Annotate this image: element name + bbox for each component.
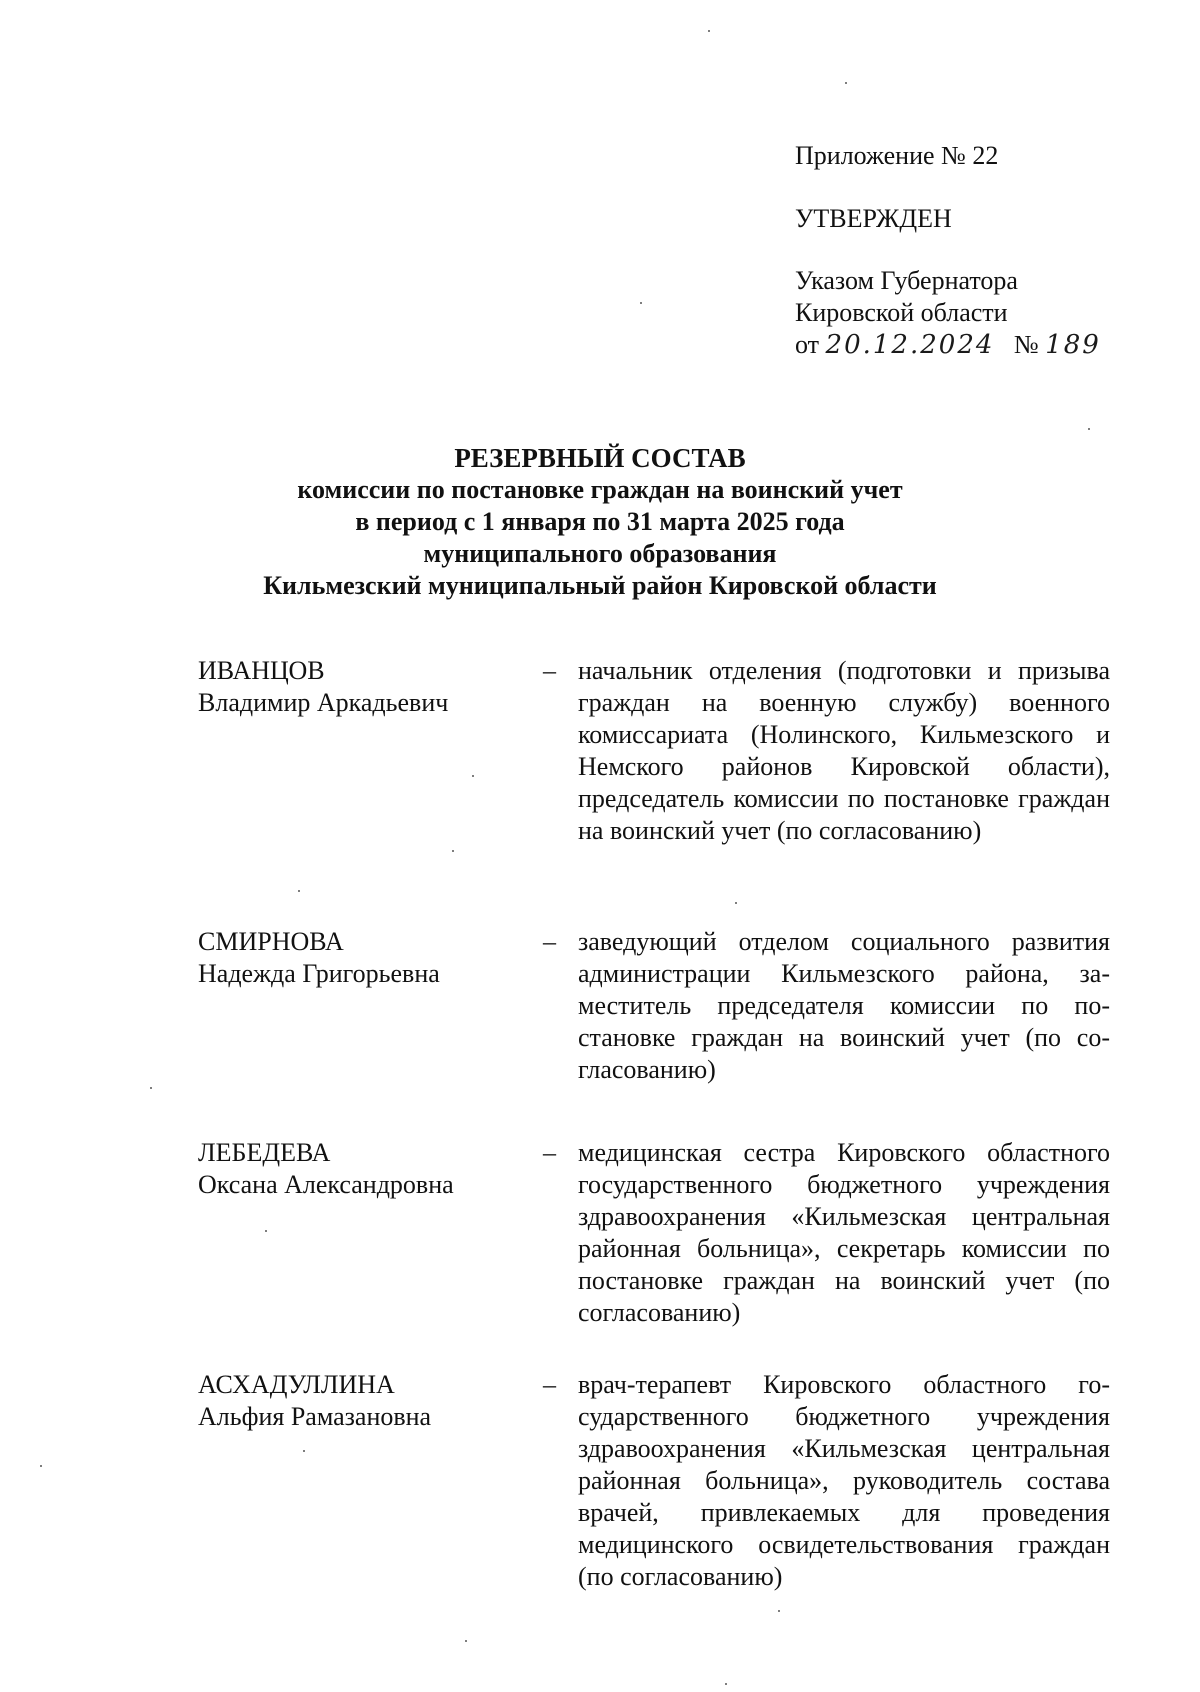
scan-speck: [725, 1683, 727, 1685]
member-description: врач-терапевт Кировского областного государственного бюджетного учреждения здравоохранения «Кильмезская центральная районная больница», руководитель состава врачей, привлекаемых для проведения медицинского освидетельствования граждан (по согласованию): [578, 1370, 1110, 1591]
member-surname: СМИРНОВА: [198, 927, 344, 956]
title-line-5: Кильмезский муниципальный район Кировской области: [263, 571, 937, 600]
member-description: медицинская сестра Кировского областного государственного бюджетного учреждения здравоохранения «Кильмезская центральная районная больница», секретарь комиссии по постановке граждан на воинский учет (по согласованию): [578, 1138, 1110, 1327]
scan-speck: [298, 890, 300, 892]
approved-label: УТВЕРЖДЕН: [795, 204, 952, 233]
decree-line-2: Кировской области: [795, 298, 1008, 327]
member-entry: [198, 655, 1118, 926]
member-entry: [198, 1369, 1118, 1593]
scan-speck: [465, 1640, 467, 1642]
appendix-number: Приложение № 22: [795, 141, 999, 170]
member-name: [198, 655, 543, 926]
member-dash: –: [543, 1138, 556, 1167]
member-dash: –: [543, 1370, 556, 1399]
scan-speck: [735, 902, 737, 904]
title-line-3: в период с 1 января по 31 марта 2025 года: [355, 507, 845, 536]
decree-date-line: [795, 329, 1155, 361]
member-given-names: Альфия Рамазановна: [198, 1402, 432, 1431]
scan-speck: [1088, 428, 1090, 430]
member-surname: АСХАДУЛЛИНА: [198, 1370, 395, 1399]
scan-speck: [472, 775, 474, 777]
member-description: начальник отделения (подготовки и призыва граждан на военную службу) военного комиссариата (Нолинского, Кильмезского и Немского районов Кировской области), председатель комиссии по постановке граждан на воинский учет (по согласованию): [578, 656, 1110, 845]
scan-speck: [845, 82, 847, 84]
number-sign: №: [1013, 330, 1039, 359]
member-name: [198, 1369, 543, 1593]
scan-speck: [265, 1230, 267, 1232]
handwritten-number: 189: [1045, 330, 1101, 360]
document-title: [150, 442, 1050, 602]
scan-speck: [40, 1465, 42, 1467]
date-prefix: от: [795, 330, 820, 359]
member-dash: –: [543, 656, 556, 685]
title-line-4: муниципального образования: [423, 539, 777, 568]
member-description: заведующий отделом социального развития администрации Кильмезского района, заместитель председателя комиссии по постановке граждан на воинский учет (по согласованию): [578, 927, 1110, 1084]
title-line-1: РЕЗЕРВНЫЙ СОСТАВ: [454, 443, 746, 473]
scan-speck: [708, 30, 710, 32]
scan-speck: [303, 1450, 305, 1452]
approval-stamp-block: [795, 140, 1155, 361]
member-given-names: Надежда Григорьевна: [198, 959, 440, 988]
member-given-names: Оксана Александровна: [198, 1170, 454, 1199]
scan-speck: [640, 302, 642, 304]
member-surname: ЛЕБЕДЕВА: [198, 1138, 331, 1167]
scan-speck: [150, 1087, 152, 1089]
member-given-names: Владимир Аркадьевич: [198, 688, 449, 717]
handwritten-date: 20.12.2024: [825, 330, 995, 360]
member-surname: ИВАНЦОВ: [198, 656, 325, 685]
member-dash: –: [543, 927, 556, 956]
scan-speck: [778, 1610, 780, 1612]
scan-speck: [452, 850, 454, 852]
member-entry: [198, 1137, 1118, 1369]
decree-line-1: Указом Губернатора: [795, 266, 1018, 295]
member-list: [198, 655, 1118, 1593]
member-name: [198, 926, 543, 1137]
member-name: [198, 1137, 543, 1369]
member-entry: [198, 926, 1118, 1137]
title-line-2: комиссии по постановке граждан на воинский учет: [297, 475, 903, 504]
